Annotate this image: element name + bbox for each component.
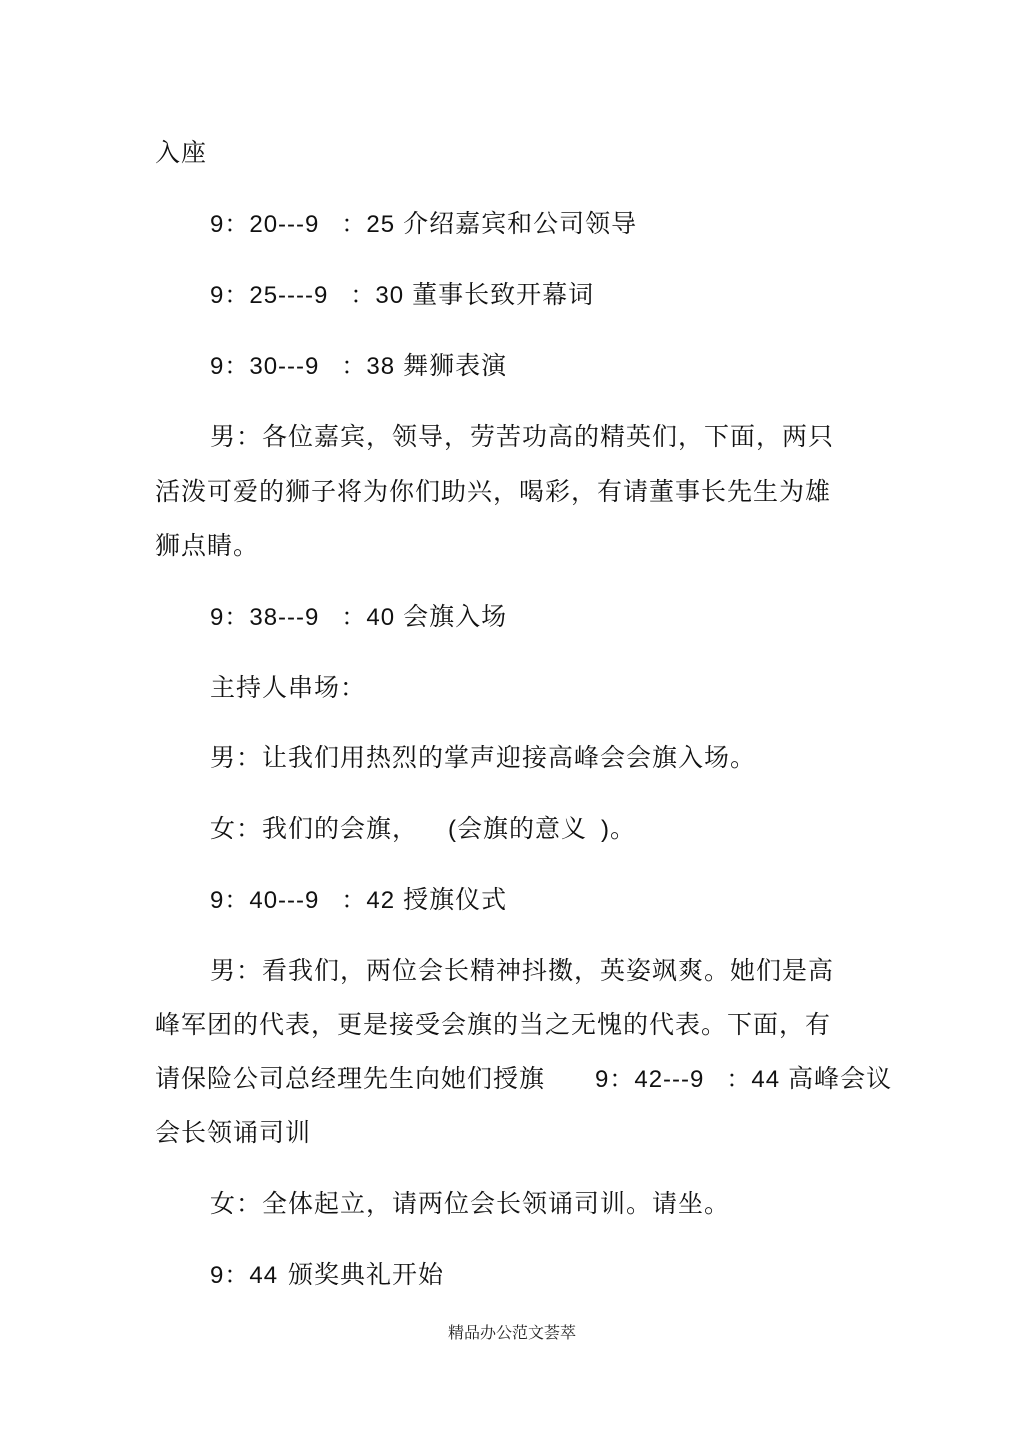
line-text: 会长领诵司训 <box>155 1118 312 1147</box>
line-text: 男：各位嘉宾，领导，劳苦功高的精英们，下面，两只 <box>210 422 835 451</box>
paren-close: ) <box>601 816 611 843</box>
time-end: ：40 <box>341 604 396 631</box>
time-end: ：38 <box>341 353 396 380</box>
time-range: 9：40---9 <box>210 887 320 914</box>
line-text: 女：全体起立，请两位会长领诵司训。请坐。 <box>210 1189 731 1218</box>
line-text: 男：让我们用热烈的掌声迎接高峰会会旗入场。 <box>210 743 757 772</box>
line-text: 女：我们的会旗， <box>210 814 419 843</box>
schedule-line-flag-ceremony <box>210 885 507 916</box>
paragraph-line-flag-meaning <box>210 814 636 845</box>
time-start: 9：44 <box>210 1262 279 1289</box>
schedule-line-opening-speech <box>210 280 594 311</box>
paragraph-line <box>210 422 834 452</box>
paragraph-line-mixed <box>155 1064 892 1095</box>
time-range: 9：25----9 <box>210 282 329 309</box>
schedule-item: 高峰会议 <box>788 1064 893 1093</box>
line-text: 。 <box>610 814 637 843</box>
schedule-line-lion-dance <box>210 351 507 382</box>
schedule-item: 授旗仪式 <box>403 885 508 914</box>
paragraph-line <box>155 531 259 561</box>
paragraph-line <box>210 1189 730 1219</box>
time-end: ：42 <box>341 887 396 914</box>
paragraph-line <box>210 673 366 703</box>
page-footer: 精品办公范文荟萃 <box>447 1323 576 1342</box>
time-end: ：30 <box>350 282 405 309</box>
line-text: 活泼可爱的狮子将为你们助兴，喝彩，有请董事长先生为雄 <box>155 477 832 506</box>
line-text: 男：看我们，两位会长精神抖擞，英姿飒爽。她们是高 <box>210 956 835 985</box>
schedule-line-awards <box>210 1260 444 1291</box>
schedule-line-flag-entry <box>210 602 507 633</box>
line-text: 主持人串场： <box>210 673 367 702</box>
paragraph-line <box>210 743 756 773</box>
time-range: 9：20---9 <box>210 211 320 238</box>
text-line-seating <box>155 138 207 168</box>
line-text: 入座 <box>155 138 208 167</box>
paragraph-line <box>155 1118 311 1148</box>
time-end: ：44 <box>726 1066 781 1093</box>
paren-open: ( <box>448 816 458 843</box>
time-range: 9：42---9 <box>595 1066 705 1093</box>
paragraph-line <box>155 1010 831 1040</box>
time-range: 9：38---9 <box>210 604 320 631</box>
line-text: 峰军团的代表，更是接受会旗的当之无愧的代表。下面，有 <box>155 1010 832 1039</box>
paragraph-line <box>155 477 831 507</box>
schedule-item: 董事长致开幕词 <box>412 280 595 309</box>
paragraph-line <box>210 956 834 986</box>
line-text: 请保险公司总经理先生向她们授旗 <box>155 1064 546 1093</box>
line-text: 狮点睛。 <box>155 531 260 560</box>
schedule-item: 会旗入场 <box>403 602 508 631</box>
schedule-item: 介绍嘉宾和公司领导 <box>403 209 638 238</box>
schedule-item: 舞狮表演 <box>403 351 508 380</box>
line-text: 会旗的意义 <box>457 814 588 843</box>
time-range: 9：30---9 <box>210 353 320 380</box>
schedule-line-intro-guests <box>210 209 637 240</box>
time-end: ：25 <box>341 211 396 238</box>
schedule-item: 颁奖典礼开始 <box>288 1260 445 1289</box>
